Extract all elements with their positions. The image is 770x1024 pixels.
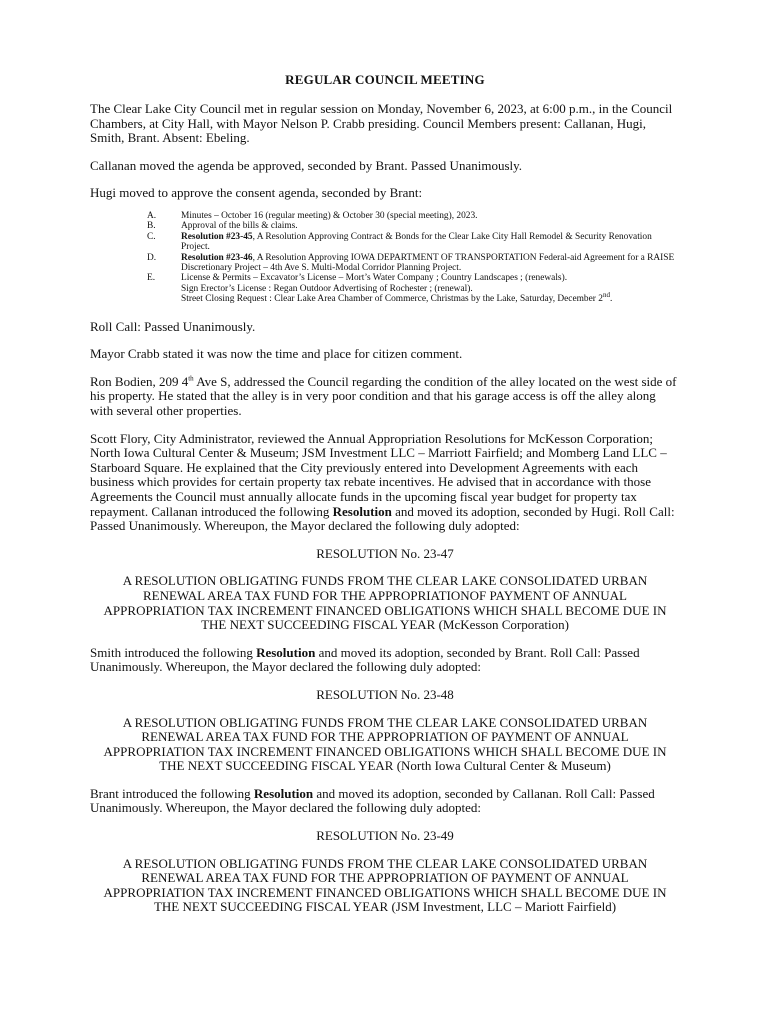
document-title: REGULAR COUNCIL MEETING: [285, 72, 485, 87]
resolution-word: Resolution: [256, 644, 316, 660]
smith-paragraph: Smith introduced the following Resolution and moved its adoption, seconded by Brant. Roll Call: Passed Unanimously. Whereupon, the Mayor declared the following duly adopted:: [90, 644, 640, 675]
list-item-continuation: Street Closing Request : Clear Lake Area Chamber of Commerce, Christmas by the Lake, Saturday, December 2nd.: [181, 291, 613, 305]
resolution-number-23-47: RESOLUTION No. 23-47: [316, 545, 454, 561]
item-letter: D.: [147, 252, 157, 263]
brant-paragraph: Brant introduced the following Resolution and moved its adoption, seconded by Callanan. Roll Call: Passed Unanimously. Whereupon, the Mayor declared the following duly adopted:: [90, 785, 655, 816]
item-resolution-number: Resolution #23-45: [181, 231, 253, 242]
list-item: [147, 211, 680, 221]
resolution-title-23-47: A RESOLUTION OBLIGATING FUNDS FROM THE CLEAR LAKE CONSOLIDATED URBAN RENEWAL AREA TAX FUND FOR THE APPROPRIATIONOF PAYMENT OF ANNUAL APPROPRIATION TAX INCREMENT FINANCED OBLIGATIONS WHICH SHALL BECOME DUE IN THE NEXT SUCCEEDING FISCAL YEAR (McKesson Corporation): [103, 573, 667, 633]
item-resolution-number: Resolution #23-46: [181, 252, 253, 263]
resolution-title-23-48: A RESOLUTION OBLIGATING FUNDS FROM THE CLEAR LAKE CONSOLIDATED URBAN RENEWAL AREA TAX FUND FOR THE APPROPRIATION OF PAYMENT OF ANNUAL APPROPRIATION TAX INCREMENT FINANCED OBLIGATIONS WHICH SHALL BECOME DUE IN THE NEXT SUCCEEDING FISCAL YEAR (North Iowa Cultural Center & Museum): [103, 714, 667, 774]
intro-paragraph: The Clear Lake City Council met in regular session on Monday, November 6, 2023, at 6:00 p.m., in the Council Chambers, at City Hall, with Mayor Nelson P. Crabb presiding. Council Members present: Callanan, Hugi, Smith, Brant. Absent: Ebeling.: [90, 101, 673, 146]
ordinal-suffix: th: [188, 374, 194, 383]
list-item: [147, 253, 680, 274]
item-text: Sign Erector’s License : Regan Outdoor Advertising of Rochester ; (renewal).: [181, 283, 473, 294]
resolution-title-23-49: A RESOLUTION OBLIGATING FUNDS FROM THE CLEAR LAKE CONSOLIDATED URBAN RENEWAL AREA TAX FUND FOR THE APPROPRIATION OF PAYMENT OF ANNUAL APPROPRIATION TAX INCREMENT FINANCED OBLIGATIONS WHICH SHALL BECOME DUE IN THE NEXT SUCCEEDING FISCAL YEAR (JSM Investment, LLC – Mariott Fairfield): [103, 855, 667, 915]
flory-paragraph: Scott Flory, City Administrator, reviewed the Annual Appropriation Resolutions for McKesson Corporation; North Iowa Cultural Center & Museum; JSM Investment LLC – Marriott Fairfield; and Momberg Land LLC – Starboard Square. He explained that the City previously entered into Development Agreements with each business which provides for certain property tax rebate incentives. He advised that in accordance with those Agreements the Council must annually allocate funds in the upcoming fiscal year budget for property tax repayment. Callanan introduced the following Resolution and moved its adoption, seconded by Hugi. Roll Call: Passed Unanimously. Whereupon, the Mayor declared the following duly adopted:: [90, 430, 675, 534]
agenda-motion: Callanan moved the agenda be approved, seconded by Brant. Passed Unanimously.: [90, 157, 523, 173]
citizen-comment: Mayor Crabb stated it was now the time and place for citizen comment.: [90, 346, 463, 362]
item-text: , A Resolution Approving IOWA DEPARTMENT OF TRANSPORTATION Federal-aid Agreement for a RAISE Discretionary Project – 4th Ave S. Multi-Modal Corridor Planning Project.: [181, 252, 675, 273]
resolution-number-23-49: RESOLUTION No. 23-49: [316, 828, 454, 844]
item-letter: B.: [147, 221, 156, 232]
consent-agenda-list: [147, 211, 680, 305]
list-item-continuation: [147, 284, 680, 294]
item-text: Minutes – October 16 (regular meeting) & October 30 (special meeting), 2023.: [181, 210, 478, 221]
item-letter: E.: [147, 273, 156, 284]
list-item: [147, 273, 680, 283]
resolution-word: Resolution: [332, 503, 392, 519]
list-item: [147, 221, 680, 231]
list-item: [147, 232, 680, 253]
ordinal-suffix: nd: [602, 291, 610, 300]
item-text: License & Permits – Excavator’s License – Mort’s Water Company ; Country Landscapes ; (renewals).: [181, 273, 568, 284]
resolution-number-23-48: RESOLUTION No. 23-48: [316, 686, 454, 702]
item-text: , A Resolution Approving Contract & Bonds for the Clear Lake City Hall Remodel & Security Renovation Project.: [181, 231, 652, 253]
item-letter: A.: [147, 210, 157, 221]
item-text: Approval of the bills & claims.: [181, 221, 298, 232]
item-letter: C.: [147, 231, 156, 242]
roll-call: Roll Call: Passed Unanimously.: [90, 318, 256, 334]
resolution-word: Resolution: [253, 785, 314, 801]
item-text: Street Closing Request : Clear Lake Area Chamber of Commerce, Christmas by the Lake, Saturday, December 2: [181, 294, 603, 305]
consent-motion: Hugi moved to approve the consent agenda, seconded by Brant:: [90, 185, 423, 201]
bodien-paragraph: Ron Bodien, 209 4th Ave S, addressed the Council regarding the condition of the alley located on the west side of his property. He stated that the alley is in very poor condition and that his garage access is off the alley along with several other properties.: [90, 373, 677, 418]
